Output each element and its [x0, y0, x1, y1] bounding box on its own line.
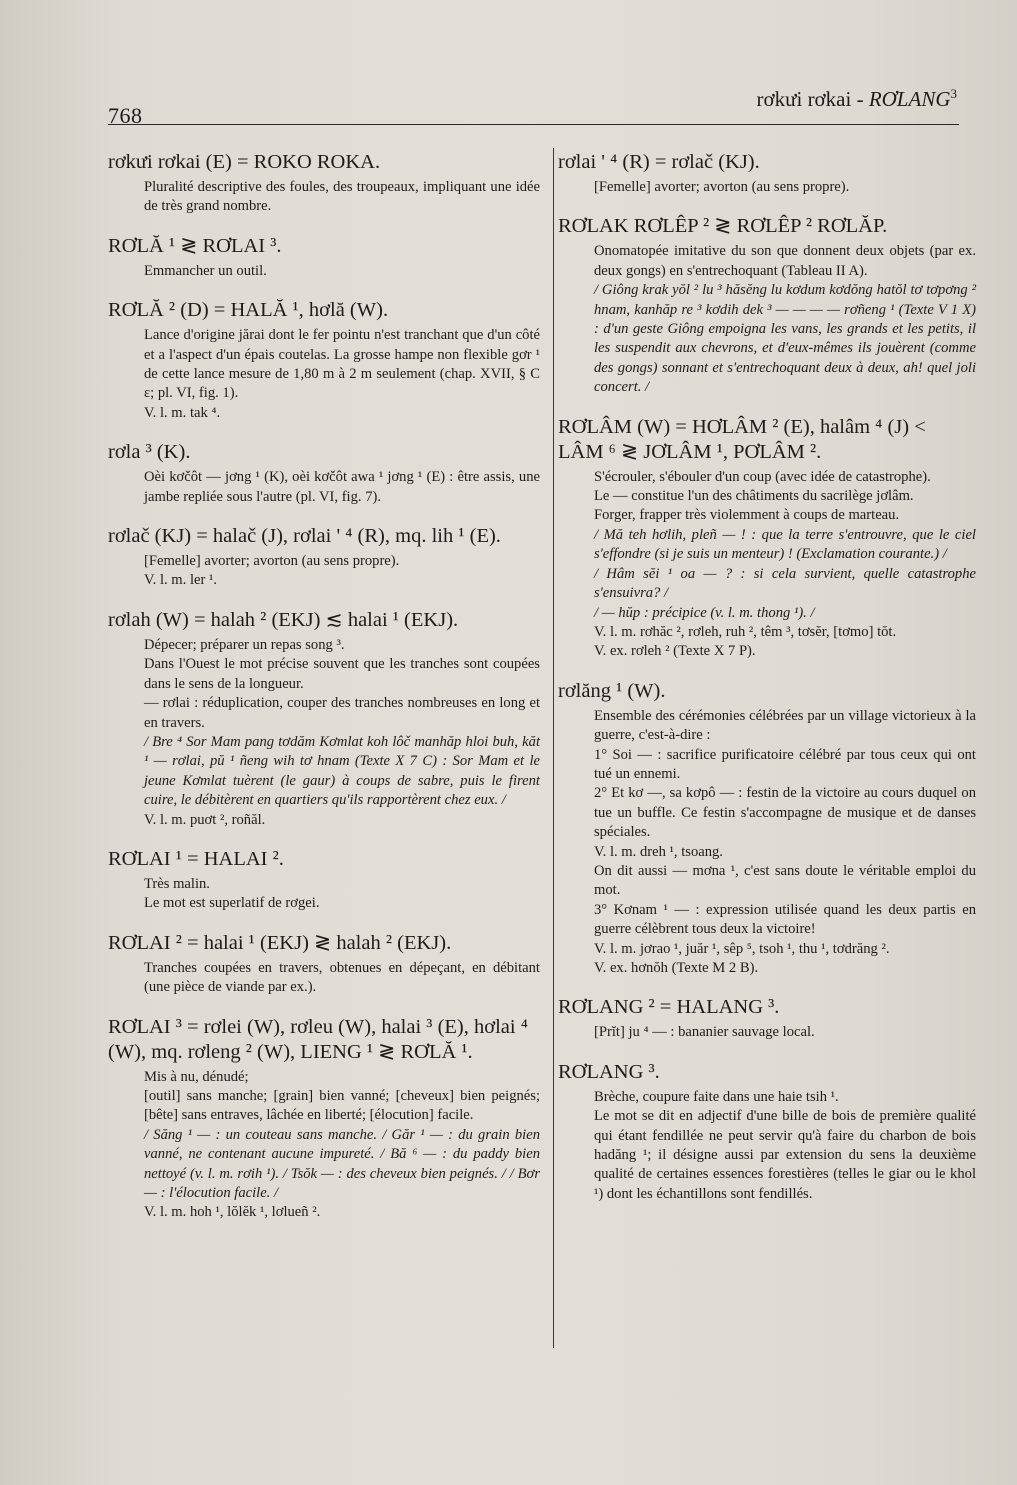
entry-headword: RƠLAI ² = halai ¹ (EKJ) ≷ halah ² (EKJ). — [108, 931, 452, 954]
entry-paragraph: V. l. m. tak ⁴. — [144, 404, 221, 421]
entry-headword: rơlăng ¹ (W). — [558, 679, 666, 702]
entry-paragraph: Emmancher un outil. — [144, 262, 267, 279]
entry-paragraph: V. l. m. puơt ², roñăl. — [144, 811, 266, 828]
entry-paragraph: S'écrouler, s'ébouler d'un coup (avec idée de catastrophe). — [594, 468, 931, 485]
dictionary-entry — [558, 415, 976, 662]
entry-body — [558, 707, 976, 979]
entry-body — [108, 178, 540, 217]
dictionary-entry — [108, 234, 540, 281]
entry-paragraph: Ensemble des cérémonies célébrées par un village victorieux à la guerre, c'est-à-dire : — [594, 707, 976, 744]
entry-headword: RƠLAI ³ = rơlei (W), rơleu (W), halai ³ (E), hơlai ⁴ (W), mq. rơleng ² (W), LIENG ¹ ≷ RƠLĂ ¹. — [108, 1015, 528, 1063]
entry-headword: RƠLĂ ² (D) = HALĂ ¹, hơlă (W). — [108, 299, 389, 322]
entry-paragraph: Très malin. — [144, 875, 210, 892]
entry-paragraph: V. l. m. rơhăc ², rơleh, ruh ², têm ³, tơsĕr, [tơmo] tŏt. — [594, 623, 897, 640]
entry-paragraph: Tranches coupées en travers, obtenues en dépeçant, en débitant (une pièce de viande par ex.). — [144, 959, 540, 996]
entry-paragraph: Brèche, coupure faite dans une haie tsih ¹. — [594, 1088, 839, 1105]
entry-paragraph: 2° Et kơ —, sa kơpô — : festin de la victoire au cours duquel on tue un buffle. Ce festin s'accompagne de musique et de danses spéciales. — [594, 785, 976, 841]
entry-headword: RƠLÂM (W) = HƠLÂM ² (E), halâm ⁴ (J) < LÂM ⁶ ≷ JƠLÂM ¹, PƠLÂM ². — [558, 415, 926, 463]
entry-paragraph: / Giông krak yŏl ² lu ³ hăsĕng lu kơdum kơdŏng hatŏl tơ tơpơng ² hnam, kanhăp re ³ kơdih dek ³ — — — — rơñeng ¹ (Texte V 1 X) : d'un geste Giông empoigna les vans, les grands et les petits, il les suspendit aux chevrons, et d'eux-mêmes ils jouèrent (comme des gongs) sonnant et s'entrechoquant deux à deux, ah! quel joli concert. / — [594, 282, 976, 396]
dictionary-entry — [558, 1060, 976, 1204]
entry-body — [558, 468, 976, 662]
right-column — [558, 150, 976, 1221]
entry-paragraph: [Prĭt] ju ⁴ — : bananier sauvage local. — [594, 1024, 815, 1041]
dictionary-entry — [558, 995, 976, 1042]
entry-paragraph: / Bre ⁴ Sor Mam pang tơdăm Kơmlat koh lôč manhăp hloi buh, kăt ¹ — rơlai, pŭ ¹ ñeng wih tơ hnam (Texte X 7 C) : Sor Mam et le jeune Kơmlat tuèrent (le gaur) à coups de sabre, puis le firent cuire, le débitèrent en quartiers qu'ils rapportèrent chez eux. / — [144, 733, 540, 809]
dictionary-entry — [108, 440, 540, 507]
entry-paragraph: V. l. m. jơrao ¹, juăr ¹, sêp ⁵, tsoh ¹, thu ¹, tơdrăng ². — [594, 940, 890, 957]
entry-headword: rơlač (KJ) = halač (J), rơlai ' ⁴ (R), mq. lih ¹ (E). — [108, 525, 501, 548]
entry-paragraph: 1° Soi — : sacrifice purificatoire célébré par tous ceux qui ont tué un ennemi. — [594, 746, 976, 782]
dictionary-entry — [108, 150, 540, 217]
entry-paragraph: Dépecer; préparer un repas song ³. — [144, 636, 345, 653]
running-head-sup: 3 — [950, 86, 957, 101]
entry-body — [108, 1068, 540, 1223]
entry-paragraph: V. l. m. ler ¹. — [144, 572, 218, 589]
dictionary-entry — [108, 298, 540, 423]
entry-headword: RƠLANG ³. — [558, 1060, 660, 1083]
dictionary-entry — [108, 931, 540, 998]
entry-body — [108, 468, 540, 507]
entry-paragraph: On dit aussi — mơna ¹, c'est sans doute le véritable emploi du mot. — [594, 862, 976, 899]
entry-headword: RƠLAI ¹ = HALAI ². — [108, 847, 284, 870]
entry-body — [558, 178, 976, 197]
header-rule — [108, 124, 959, 125]
entry-paragraph: — rơlai : réduplication, couper des tranches nombreuses en long et en travers. — [144, 695, 540, 731]
entry-paragraph: / Hâm sĕi ¹ oa — ? : si cela survient, quelle catastrophe s'ensuivra? / — [594, 565, 976, 602]
entry-paragraph: Mis à nu, dénudé; — [144, 1068, 249, 1085]
running-head-headword: RƠLANG — [868, 87, 951, 111]
entry-headword: RƠLĂ ¹ ≷ RƠLAI ³. — [108, 234, 282, 257]
dictionary-entry — [108, 608, 540, 830]
entry-paragraph: 3° Kơnam ¹ — : expression utilisée quand les deux partis en guerre célèbrent tous deux la victoire! — [594, 901, 976, 938]
dictionary-entry — [108, 524, 540, 591]
dictionary-entry — [558, 214, 976, 397]
running-head — [757, 86, 958, 112]
dictionary-entry — [558, 679, 976, 979]
entry-body — [558, 1088, 976, 1204]
entry-headword: rơlai ' ⁴ (R) = rơlač (KJ). — [558, 151, 760, 173]
entry-headword: RƠLAK RƠLÊP ² ≷ RƠLÊP ² RƠLĂP. — [558, 215, 888, 238]
dictionary-entry — [108, 1015, 540, 1223]
entry-paragraph: / — hŭp : précipice (v. l. m. thong ¹). / — [594, 604, 815, 621]
page-number: 768 — [108, 103, 143, 128]
entry-paragraph: Onomatopée imitative du son que donnent deux objets (par ex. deux gongs) en s'entrechoquant (Tableau II A). — [594, 243, 976, 279]
entry-body — [108, 636, 540, 830]
entry-paragraph: V. ex. rơleh ² (Texte X 7 P). — [594, 643, 756, 660]
entry-headword: rơlah (W) = halah ² (EKJ) ≲ halai ¹ (EKJ). — [108, 608, 459, 631]
entry-paragraph: Le mot est superlatif de rơgei. — [144, 895, 320, 912]
entry-paragraph: [Femelle] avorter; avorton (au sens propre). — [144, 553, 400, 570]
dictionary-entry — [558, 150, 976, 197]
entry-body — [558, 242, 976, 397]
left-column — [108, 150, 540, 1240]
entry-paragraph: V. ex. hơnŏh (Texte M 2 B). — [594, 960, 759, 976]
entry-paragraph: Le mot se dit en adjectif d'une bille de bois de première qualité qui étant fendillée ne peut servir qu'à faire du charbon de bois hadăng ¹; il désigne aussi par extension du sens la deuxième qualité de certaines essences forestières (telles le giar ou le khol ¹) dont les échantillons sont fendillés. — [594, 1108, 976, 1202]
entry-body — [108, 262, 540, 281]
entry-paragraph: [Femelle] avorter; avorton (au sens propre). — [594, 179, 850, 195]
column-divider — [553, 148, 554, 1348]
entry-paragraph: Le — constitue l'un des châtiments du sacrilège jơlâm. — [594, 488, 914, 505]
entry-headword: rơla ³ (K). — [108, 441, 191, 464]
entry-headword: rơkưi rơkai (E) = ROKO ROKA. — [108, 151, 381, 173]
entry-body — [108, 326, 540, 423]
entry-paragraph: Forger, frapper très violemment à coups de marteau. — [594, 507, 900, 524]
entry-paragraph: V. l. m. hoh ¹, lŏlĕk ¹, lơlueñ ². — [144, 1204, 321, 1221]
entry-paragraph: V. l. m. dreh ¹, tsoang. — [594, 843, 723, 860]
entry-body — [108, 875, 540, 914]
entry-paragraph: [outil] sans manche; [grain] bien vanné; [cheveux] bien peignés; [bête] sans entraves, lâchée en liberté; [élocution] facile. — [144, 1087, 540, 1124]
running-head-prefix: rơkưi rơkai - — [756, 87, 869, 111]
entry-body — [108, 959, 540, 998]
dictionary-entry — [108, 847, 540, 914]
entry-paragraph: / Mă teh hơlih, pleñ — ! : que la terre s'entrouvre, que le ciel s'effondre (si je suis un menteur) ! (Exclamation courante.) / — [594, 526, 976, 563]
entry-paragraph: Oèi kơčôt — jơng ¹ (K), oèi kơčôt awa ¹ jơng ¹ (E) : être assis, une jambe repliée sous l'autre (pl. VI, fig. 7). — [144, 469, 540, 505]
entry-paragraph: Dans l'Ouest le mot précise souvent que les tranches sont coupées dans le sens de la longueur. — [144, 656, 540, 692]
entry-paragraph: Pluralité descriptive des foules, des troupeaux, impliquant une idée de très grand nombre. — [144, 179, 540, 215]
entry-body — [108, 552, 540, 591]
entry-body — [558, 1023, 976, 1042]
entry-paragraph: Lance d'origine jărai dont le fer pointu n'est tranchant que d'un côté et a l'aspect d'un épais coutelas. La grosse hampe non flexible gơr ¹ de cette lance mesure de 1,80 m à 2 m seulement (chap. XVII, § C ε; pl. VI, fig. 1). — [144, 327, 540, 402]
entry-paragraph: / Săng ¹ — : un couteau sans manche. / Găr ¹ — : du grain bien vanné, ne contenant aucune impureté. / Bă ⁶ — : du paddy bien nettoyé (v. l. m. rơih ¹). / Tsŏk — : des cheveux bien peignés. / / Bơr — : l'élocution facile. / — [144, 1126, 540, 1201]
entry-headword: RƠLANG ² = HALANG ³. — [558, 996, 780, 1019]
